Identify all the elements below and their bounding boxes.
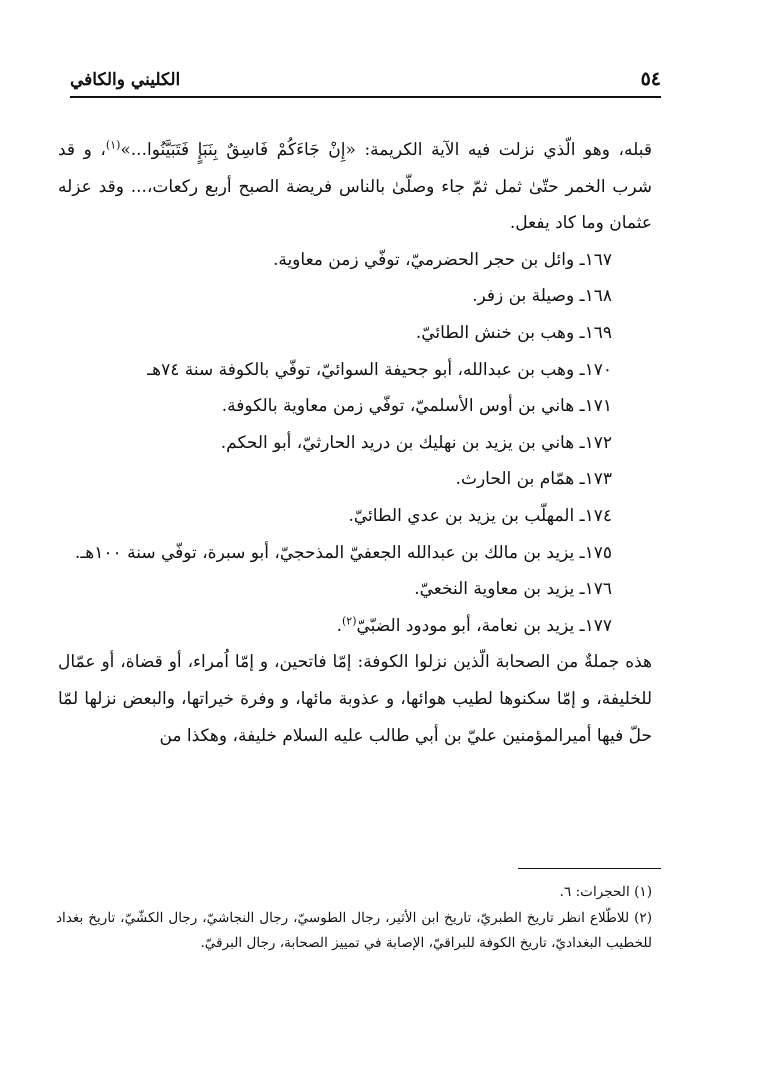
list-item [58, 535, 652, 572]
entry-text: ـ يزيد بن معاوية النخعيّ. [414, 579, 585, 600]
main-text [58, 132, 652, 754]
entry-text-end: . [336, 615, 342, 636]
entry-text: ـ وصيلة بن زفر. [472, 286, 585, 307]
entry-text: ـ همّام بن الحارث. [455, 469, 585, 490]
list-item [58, 461, 652, 498]
page-number: ٥٤ [640, 68, 661, 90]
footnotes [56, 880, 652, 957]
entry-text: ـ هاني بن أوس الأسلميّ، توفّي زمن معاوية بالكوفة. [221, 396, 585, 417]
footnote-text: الحجرات: ٦. [559, 884, 630, 900]
entry-number: ١٧٣ [584, 469, 612, 490]
running-title: الكليني والكافي [70, 70, 181, 90]
entry-text: ـ يزيد بن نعامة، أبو مودود الضبّيّ [356, 615, 585, 636]
entry-text: ـ وهب بن عبدالله، أبو جحيفة السوائيّ، توفّي بالكوفة سنة ٧٤هـ [147, 359, 585, 380]
footnote-text: للاطّلاع انظر تاريخ الطبريّ، تاريخ ابن الأثير، رجال الطوسيّ، رجال النجاشيّ، رجال الكشّيّ، تاريخ بغداد للخطيب البغداديّ، تاريخ الكوفة للبراقيّ، الإصابة في تمييز الصحابة، رجال البرقيّ. [56, 909, 652, 951]
entry-number: ١٦٨ [584, 286, 612, 307]
entry-number: ١٧٥ [584, 542, 612, 563]
intro-paragraph [58, 132, 652, 242]
list-item [58, 352, 652, 389]
intro-text: قبله، وهو الّذي نزلت فيه الآية الكريمة: «إِنْ جَاءَكُمْ فَاسِقٌ بِنَبَإٍ فَتَبَيَّنُوا...» [120, 140, 652, 160]
footnote-marker: (٢) [634, 909, 652, 926]
entry-text: ـ وائل بن حجر الحضرميّ، توفّي زمن معاوية. [272, 249, 585, 270]
footnote-ref-2: (٢) [341, 614, 357, 628]
entry-text: ـ هاني بن يزيد بن نهليك بن دريد الحارثيّ، أبو الحكم. [220, 432, 585, 453]
entry-number: ١٧٠ [584, 359, 612, 380]
closing-paragraph: هذه جملةٌ من الصحابة الّذين نزلوا الكوفة: إمّا فاتحين، و إمّا اُمراء، أو قضاة، أو عمّال للخليفة، و إمّا سكنوها لطيب هوائها، و عذوبة مائها، و وفرة خيراتها، والبعض نزلها لمّا حلّ فيها أميرالمؤمنين عليّ بن أبي طالب عليه السلام خليفة، وهكذا من [58, 652, 652, 746]
entry-number: ١٦٩ [584, 322, 612, 343]
entry-number: ١٧٦ [584, 579, 612, 600]
footnote-marker: (١) [634, 884, 652, 900]
list-item [58, 242, 652, 279]
page-header [70, 60, 661, 98]
entry-number: ١٧١ [584, 396, 612, 417]
list-item [58, 388, 652, 425]
intro-text-continued: ، و قد شرب الخمر حتّىٰ ثمل ثمّ جاء وصلّىٰ بالناس فريضة الصبح أربع ركعات،... وقد عزله عثمان وما كاد يفعل. [58, 140, 652, 234]
list-item [58, 571, 652, 608]
footnote-2 [56, 906, 652, 957]
entry-text: ـ المهلّب بن يزيد بن عدي الطائيّ. [348, 505, 585, 526]
entry-number: ١٦٧ [584, 249, 612, 270]
footnote-ref-1: (١) [105, 138, 121, 152]
companions-list [58, 242, 652, 645]
entry-text: ـ وهب بن خنش الطائيّ. [415, 322, 585, 343]
list-item [58, 315, 652, 352]
list-item [58, 278, 652, 315]
entry-text: ـ يزيد بن مالك بن عبدالله الجعفيّ المذحجيّ، أبو سبرة، توفّي سنة ١٠٠هـ. [74, 542, 585, 563]
entry-number: ١٧٧ [584, 615, 612, 636]
footnote-1 [56, 880, 652, 906]
footnote-divider [518, 868, 661, 869]
entry-number: ١٧٤ [584, 505, 612, 526]
list-item [58, 498, 652, 535]
entry-number: ١٧٢ [584, 432, 612, 453]
list-item [58, 425, 652, 462]
list-item [58, 608, 652, 645]
